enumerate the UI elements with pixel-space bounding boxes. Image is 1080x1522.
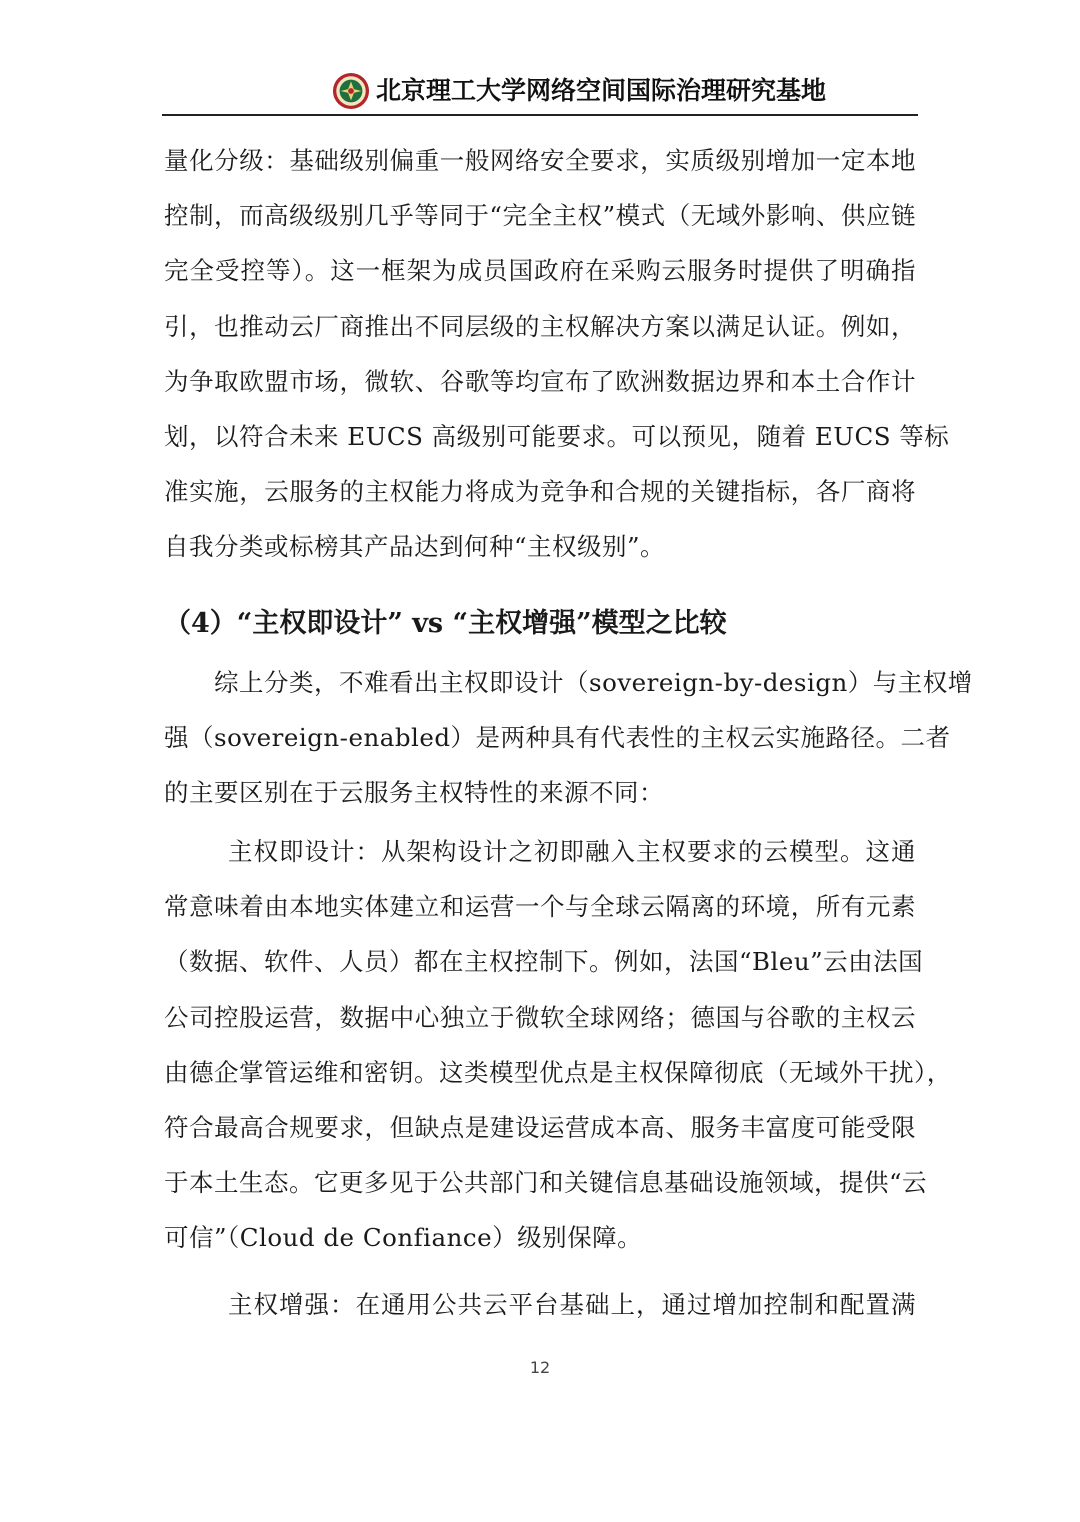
text-line: 准实施，云服务的主权能力将成为竞争和合规的关键指标，各厂商将: [164, 477, 916, 507]
paragraph-sovereign-enabled: [164, 1277, 916, 1332]
paragraph-sovereign-by-design: [164, 824, 952, 1266]
text-line: 控制，而高级级别几乎等同于“完全主权”模式（无域外影响、供应链: [164, 201, 916, 231]
text-line: 划，以符合未来 EUCS 高级别可能要求。可以预见，随着 EUCS 等标: [164, 421, 950, 451]
text-line: 引，也推动云厂商推出不同层级的主权解决方案以满足认证。例如，: [164, 311, 916, 341]
text-line: 主权增强：在通用公共云平台基础上，通过增加控制和配置满: [228, 1290, 916, 1319]
text-line: 于本土生态。它更多见于公共部门和关键信息基础设施领域，提供“云: [164, 1168, 928, 1198]
text-line: 由德企掌管运维和密钥。这类模型优点是主权保障彻底（无域外干扰），: [164, 1057, 952, 1087]
text-line: 的主要区别在于云服务主权特性的来源不同：: [164, 778, 664, 808]
university-seal-icon: [332, 72, 370, 110]
text-line: 为争取欧盟市场，微软、谷歌等均宣布了欧洲数据边界和本土合作计: [164, 366, 916, 396]
text-line: （数据、软件、人员）都在主权控制下。例如，法国“Bleu”云由法国: [164, 947, 924, 977]
text-line: 强（sovereign-enabled）是两种具有代表性的主权云实施路径。二者: [164, 723, 951, 753]
text-line: 自我分类或标榜其产品达到何种“主权级别”。: [164, 532, 666, 562]
page-number: 12: [529, 1358, 551, 1377]
text-line: 常意味着由本地实体建立和运营一个与全球云隔离的环境，所有元素: [164, 892, 916, 922]
text-line: 主权即设计：从架构设计之初即融入主权要求的云模型。这通: [228, 837, 916, 866]
header-title: 北京理工大学网络空间国际治理研究基地: [376, 76, 827, 105]
section-heading: （4）“主权即设计” vs “主权增强”模型之比较: [164, 608, 727, 639]
text-line: 综上分类，不难看出主权即设计（sovereign-by-design）与主权增: [214, 668, 973, 697]
text-line: 可信”（Cloud de Confiance）级别保障。: [164, 1223, 643, 1253]
paragraph-comparison-intro: [164, 655, 973, 821]
page-header: [162, 68, 918, 116]
text-line: 完全受控等）。这一框架为成员国政府在采购云服务时提供了明确指: [164, 256, 916, 286]
text-line: 量化分级：基础级别偏重一般网络安全要求，实质级别增加一定本地: [164, 146, 916, 175]
text-line: 公司控股运营，数据中心独立于微软全球网络；德国与谷歌的主权云: [164, 1002, 916, 1032]
text-line: 符合最高合规要求，但缺点是建设运营成本高、服务丰富度可能受限: [164, 1112, 916, 1142]
paragraph-quantified-levels: [164, 133, 950, 575]
